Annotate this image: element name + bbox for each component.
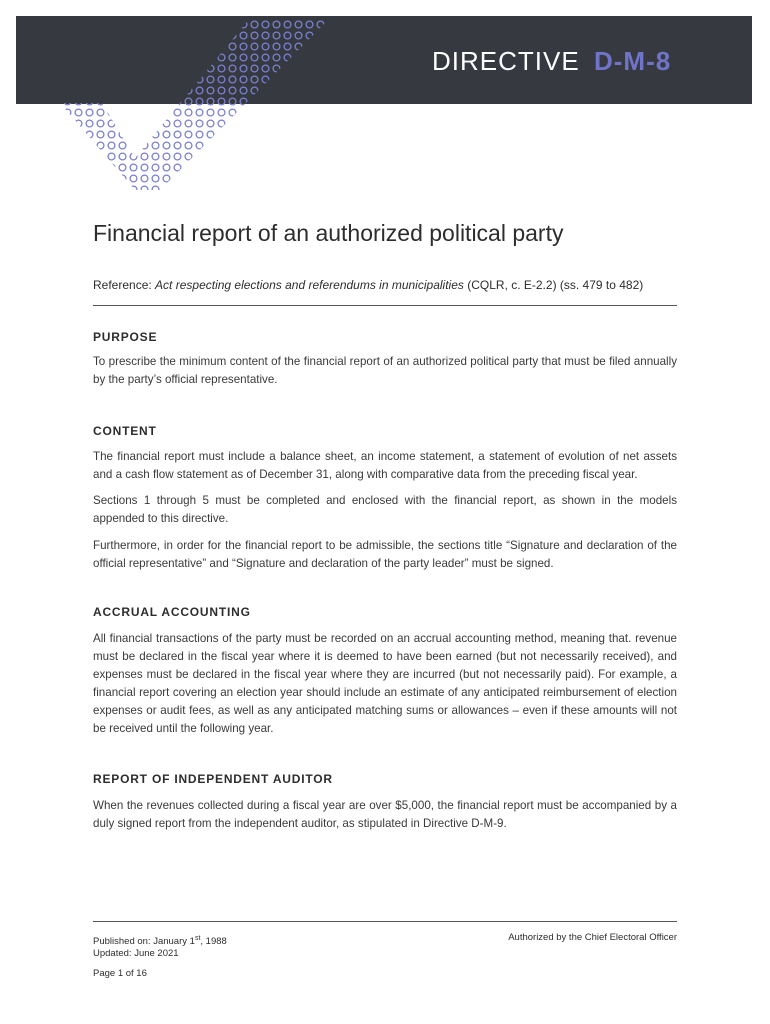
auditor-paragraph: When the revenues collected during a fiscal year are over $5,000, the financial report must be accompanied by a duly signed report from the independent auditor, as stipulated in Directive D-M-9. xyxy=(93,799,677,830)
reference-act: Act respecting elections and referendums in municipalities xyxy=(155,278,464,292)
page-title: Financial report of an authorized political party xyxy=(93,220,564,246)
accrual-paragraph: All financial transactions of the party must be recorded on an accrual accounting method, meaning that. revenue must be declared in the fiscal year where it is deemed to have been earned (but not necessarily received), and expenses must be declared in the fiscal year where they are incurred (but not necessarily paid). For example, a financial report covering an election year should include an estimate of any anticipated reimbursement of election expenses or audit fees, as well as any anticipated matching sums or allowances – even if these amounts will not be received until the following year. xyxy=(93,632,677,735)
auditor-heading: REPORT OF INDEPENDENT AUDITOR xyxy=(93,772,333,786)
accrual-heading: ACCRUAL ACCOUNTING xyxy=(93,605,251,619)
page-number: Page 1 of 16 xyxy=(93,968,147,979)
content-paragraph-2: Sections 1 through 5 must be completed and enclosed with the financial report, as shown in the models appended to this directive. xyxy=(93,494,677,525)
purpose-heading: PURPOSE xyxy=(93,330,158,344)
content-paragraph-3: Furthermore, in order for the financial report to be admissible, the sections title “Signature and declaration of the official representative” and “Signature and declaration of the party leader” must be signed. xyxy=(93,539,677,570)
updated-date: Updated: June 2021 xyxy=(93,948,179,959)
reference-suffix: (CQLR, c. E-2.2) (ss. 479 to 482) xyxy=(463,278,644,292)
content-paragraph-1: The financial report must include a balance sheet, an income statement, a statement of evolution of net assets and a cash flow statement as of December 31, along with comparative data from the preceding fiscal year. xyxy=(93,450,677,481)
authorized-by: Authorized by the Chief Electoral Officer xyxy=(508,932,677,943)
header-divider xyxy=(93,305,677,306)
reference-line xyxy=(93,278,643,292)
footer-divider xyxy=(93,921,677,922)
content-heading: CONTENT xyxy=(93,424,157,438)
reference-prefix: Reference: xyxy=(93,278,156,292)
purpose-paragraph: To prescribe the minimum content of the financial report of an authorized political party that must be filed annually by the party’s official representative. xyxy=(93,355,677,386)
checkmark-icon-mosaic-logo xyxy=(40,8,340,198)
published-suffix: , 1988 xyxy=(200,936,227,948)
published-prefix: Published on: January 1 xyxy=(93,936,195,948)
published-date xyxy=(93,935,227,947)
directive-code: D-M-8 xyxy=(594,46,672,76)
published-ordinal: st xyxy=(194,935,201,942)
directive-label: DIRECTIVE xyxy=(432,46,580,76)
